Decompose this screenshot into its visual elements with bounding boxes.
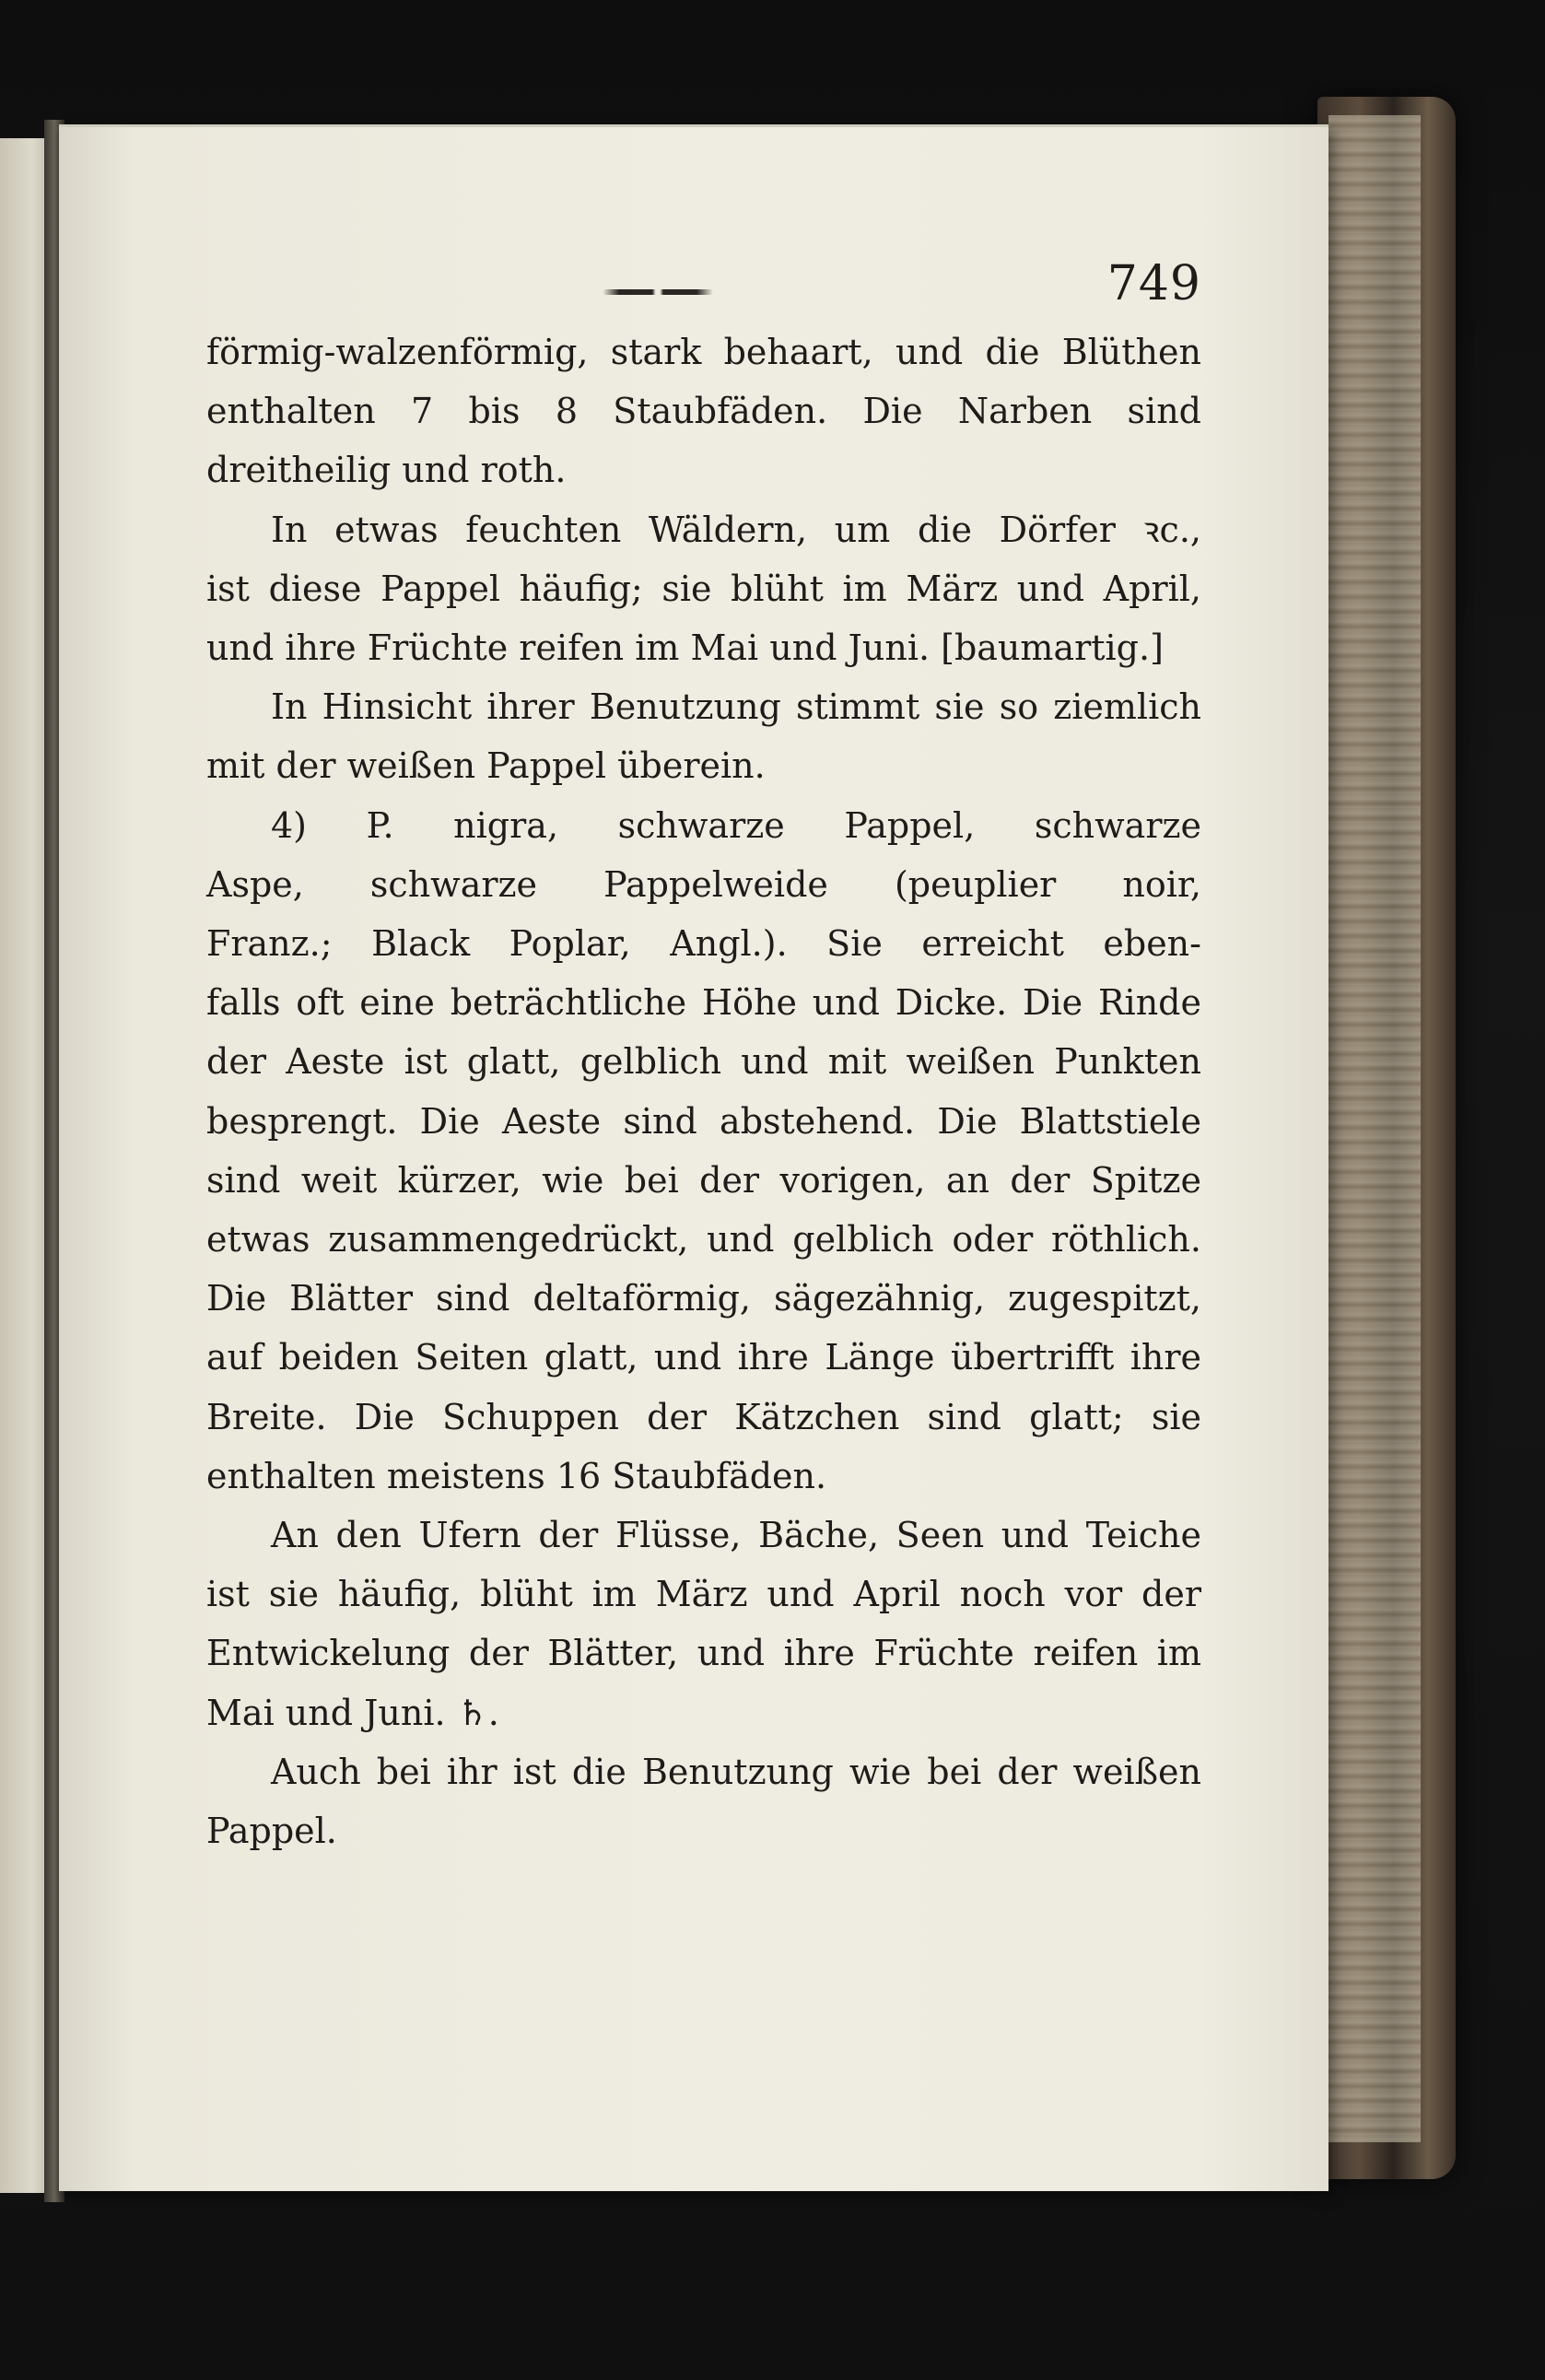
page-block-edge [1328, 115, 1421, 2142]
text-line: etwas zusammengedrückt, und gelblich oder röthlich. [206, 1219, 1201, 1260]
text-line: mit der weißen Pappel überein. [206, 745, 766, 787]
species-entry-populus-nigra [206, 796, 1201, 1506]
text-line: Mai und Juni. ♄. [206, 1692, 499, 1733]
page-content [206, 256, 1201, 1860]
text-line: Franz.; Black Poplar, Angl.). Sie erreicht eben- [206, 923, 1201, 965]
text-line: enthalten 7 bis 8 Staubfäden. Die Narben sind [206, 391, 1201, 432]
text-line: sind weit kürzer, wie bei der vorigen, an der Spitze [206, 1159, 1201, 1201]
book-page [59, 124, 1328, 2191]
text-line: Breite. Die Schuppen der Kätzchen sind glatt; sie [206, 1396, 1201, 1437]
text-line: förmig-walzenförmig, stark behaart, und die Blüthen [206, 332, 1201, 372]
text-line: An den Ufern der Flüsse, Bäche, Seen und Teiche [271, 1515, 1201, 1556]
paragraph [206, 677, 1201, 795]
text-line: Die Blätter sind deltaförmig, sägezähnig, zugespitzt, [206, 1278, 1201, 1319]
text-line: dreitheilig und roth. [206, 450, 567, 491]
text-line: Aspe, schwarze Pappelweide (peuplier noir, [206, 863, 1201, 905]
text-line: In Hinsicht ihrer Benutzung stimmt sie so ziemlich [271, 686, 1201, 728]
text-line: falls oft eine beträchtliche Höhe und Dicke. Die Rinde [206, 982, 1201, 1024]
text-line: Auch bei ihr ist die Benutzung wie bei der weißen [271, 1751, 1201, 1792]
text-line: ist sie häufig, blüht im März und April noch vor der [206, 1574, 1201, 1615]
paragraph [206, 322, 1201, 500]
text-line: besprengt. Die Aeste sind abstehend. Die Blattstiele [206, 1100, 1201, 1142]
text-line: ist diese Pappel häufig; sie blüht im März und April, [206, 568, 1201, 609]
paragraph [206, 500, 1201, 678]
page-header [206, 256, 1201, 322]
page-number: 749 [1106, 256, 1201, 311]
text-line: auf beiden Seiten glatt, und ihre Länge übertrifft ihre [206, 1337, 1201, 1378]
text-line: der Aeste ist glatt, gelblich und mit weißen Punkten [206, 1041, 1201, 1083]
text-line: enthalten meistens 16 Staubfäden. [206, 1455, 827, 1496]
text-line: Entwickelung der Blätter, und ihre Früchte reifen im [206, 1633, 1201, 1674]
text-line: In etwas feuchten Wäldern, um die Dörfer ꝛc., [271, 509, 1201, 550]
header-ornament [603, 289, 713, 295]
text-line: Pappel. [206, 1811, 337, 1852]
paragraph [206, 1506, 1201, 1742]
text-line: und ihre Früchte reifen im Mai und Juni. [baumartig.] [206, 627, 1164, 669]
text-line: 4) P. nigra, schwarze Pappel, schwarze [271, 804, 1201, 846]
paragraph [206, 1742, 1201, 1860]
